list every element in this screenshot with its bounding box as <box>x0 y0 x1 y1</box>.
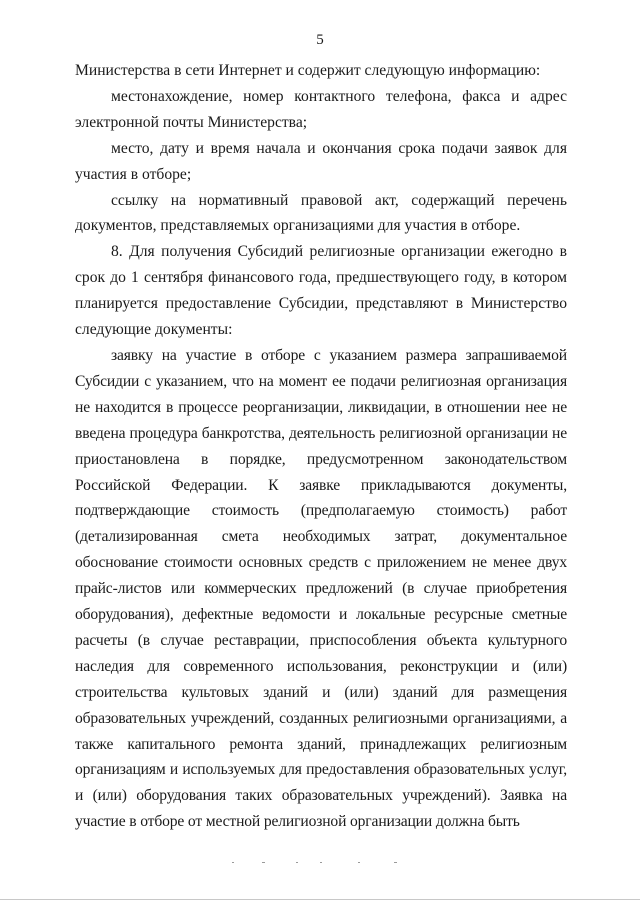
page-bottom-edge <box>0 899 640 900</box>
scan-artifact <box>262 862 265 863</box>
scan-artifact <box>394 862 397 863</box>
document-body <box>75 58 567 835</box>
paragraph-continuation: Министерства в сети Интернет и содержит следующую информацию: <box>75 62 541 79</box>
paragraph-application: заявку на участие в отборе с указанием размера запрашиваемой Субсидии с указанием, что на момент ее подачи религиозная организация не находится в процессе реорганизации, ликвидации, в отношении нее не введена процедура банкротства, деятельность религиозной организации не приостановлена в порядке, предусмотренном законодательством Российской Федерации. К заявке прикладываются документы, подтверждающие стоимость (предполагаемую стоимость) работ (детализированная смета необходимых затрат, документальное обоснование стоимости основных средств с приложением не менее двух прайс-листов или коммерческих предложений (в случае приобретения оборудования), дефектные ведомости и локальные ресурсные сметные расчеты (в случае реставрации, приспособления объекта культурного наследия для современного использования, реконструкции и (или) строительства культовых зданий и (или) зданий для размещения образовательных учреждений, созданных религиозными организациями, а также капитального ремонта зданий, принадлежащих религиозным организациям и используемых для предоставления образовательных услуг, и (или) оборудования таких образовательных учреждений). Заявка на участие в отборе от местной религиозной организации должна быть <box>75 346 567 831</box>
paragraph-legal-act-link: ссылку на нормативный правовой акт, содержащий перечень документов, представляемых организациями для участия в отборе. <box>75 191 567 235</box>
paragraph-item-8: 8. Для получения Субсидий религиозные организации ежегодно в срок до 1 сентября финансового года, предшествующего году, в котором планируется предоставление Субсидии, представляют в Министерство следующие документы: <box>75 243 567 339</box>
scan-artifact <box>358 862 360 863</box>
scan-artifact <box>320 862 322 863</box>
scan-artifact <box>232 862 234 863</box>
page-number: 5 <box>316 32 324 48</box>
scan-artifact <box>296 862 298 863</box>
paragraph-place-date: место, дату и время начала и окончания срока подачи заявок для участия в отборе; <box>75 139 567 183</box>
paragraph-location: местонахождение, номер контактного телефона, факса и адрес электронной почты Министерства; <box>75 87 567 131</box>
